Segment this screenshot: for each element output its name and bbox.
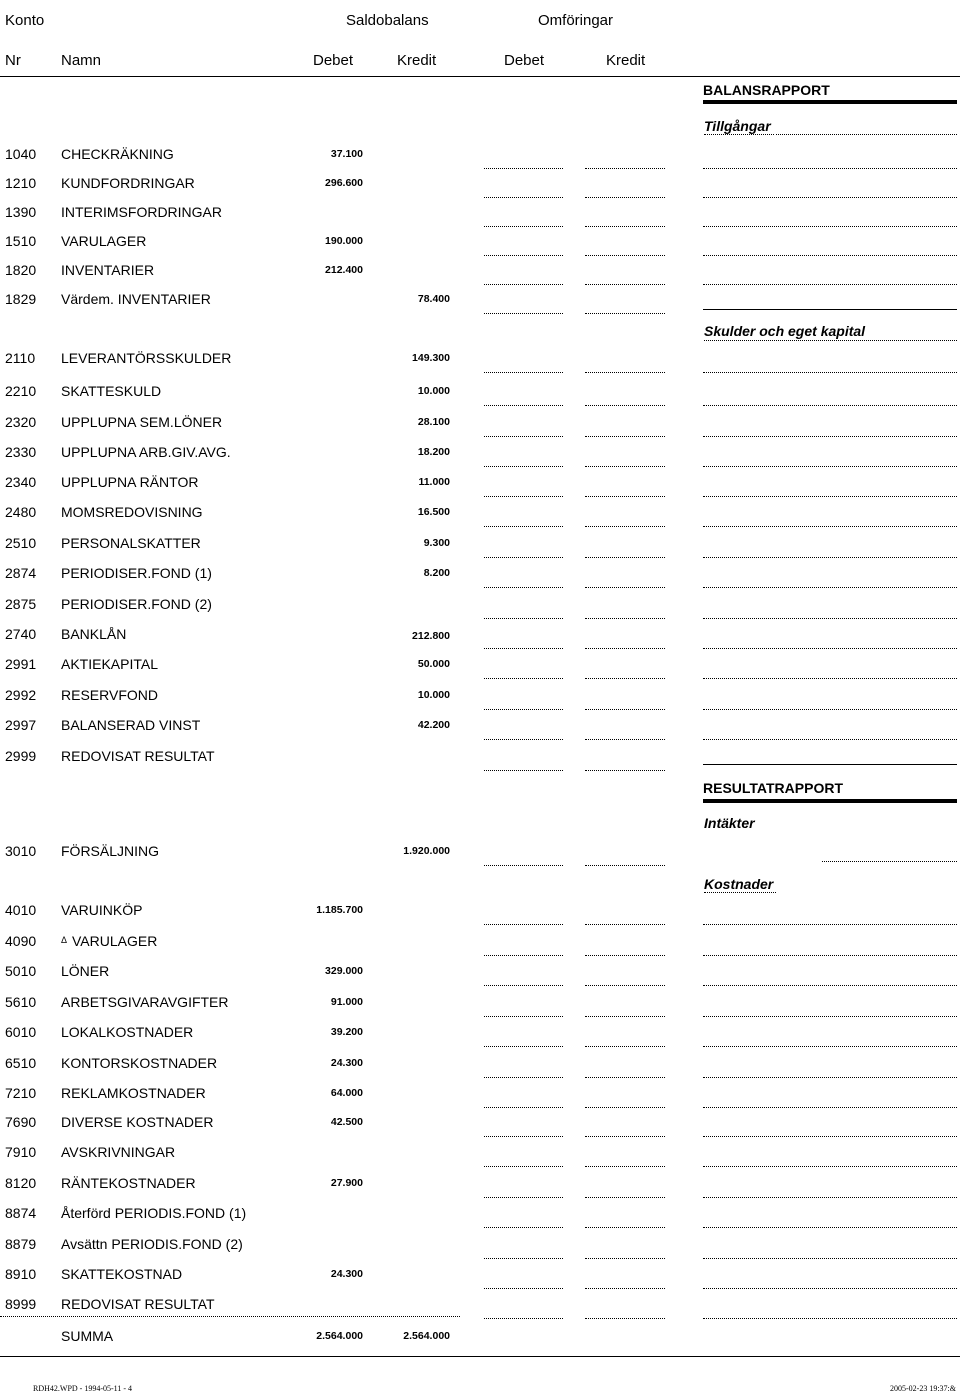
omforing-debet-line[interactable] [484, 405, 563, 406]
account-name: INTERIMSFORDRINGAR [61, 204, 222, 220]
saldo-kredit-value: 1.920.000 [403, 845, 450, 857]
bottom-rule [0, 1356, 960, 1357]
account-number: 8120 [5, 1175, 37, 1191]
account-name: ARBETSGIVARAVGIFTER [61, 994, 229, 1010]
omforing-debet-line[interactable] [484, 255, 563, 256]
saldo-debet-value: 39.200 [330, 1026, 363, 1038]
account-name: VARULAGER [72, 933, 158, 949]
report-entry-line[interactable] [703, 985, 957, 986]
account-name: UPPLUPNA ARB.GIV.AVG. [61, 444, 231, 460]
account-name: LEVERANTÖRSSKULDER [61, 350, 232, 366]
account-number: 8879 [5, 1236, 37, 1252]
account-name: PERSONALSKATTER [61, 535, 201, 551]
account-name: AKTIEKAPITAL [61, 656, 158, 672]
account-number: 5610 [5, 994, 37, 1010]
report-entry-line[interactable] [703, 587, 957, 588]
report-entry-line[interactable] [703, 526, 957, 527]
omforing-kredit-line[interactable] [585, 1166, 665, 1167]
saldo-debet-value: 24.300 [330, 1268, 363, 1280]
account-name: Återförd PERIODIS.FOND (1) [61, 1205, 247, 1221]
account-name: FÖRSÄLJNING [61, 843, 160, 859]
report-entry-line[interactable] [703, 1318, 957, 1319]
account-number: 1040 [5, 146, 37, 162]
omforing-debet-line[interactable] [484, 168, 563, 169]
column-header-debet-saldo: Debet [313, 52, 354, 69]
saldo-debet-value: 64.000 [330, 1087, 363, 1099]
omforing-kredit-line[interactable] [585, 1288, 665, 1289]
summa-kredit: 2.564.000 [403, 1330, 450, 1342]
omforing-debet-line[interactable] [484, 1166, 563, 1167]
omforing-debet-line[interactable] [484, 770, 563, 771]
column-header-saldobalans: Saldobalans [346, 12, 429, 29]
omforing-kredit-line[interactable] [585, 405, 665, 406]
saldo-debet-value: 212.400 [325, 264, 363, 276]
header-rule [0, 76, 960, 77]
account-number: 2110 [5, 350, 36, 366]
account-number: 7910 [5, 1144, 37, 1160]
account-number: 2480 [5, 504, 37, 520]
omforing-kredit-line[interactable] [585, 709, 665, 710]
omforing-debet-line[interactable] [484, 955, 563, 956]
account-name: LÖNER [61, 963, 110, 979]
omforing-debet-line[interactable] [484, 924, 563, 925]
resultatrapport-title: RESULTATRAPPORT [703, 780, 843, 796]
saldo-kredit-value: 10.000 [417, 689, 450, 701]
account-name: AVSKRIVNINGAR [61, 1144, 176, 1160]
account-name: SKATTEKOSTNAD [61, 1266, 183, 1282]
account-number: 2740 [5, 626, 37, 642]
account-number: 2340 [5, 474, 37, 490]
report-entry-line[interactable] [703, 284, 957, 285]
omforing-kredit-line[interactable] [585, 557, 665, 558]
saldo-kredit-value: 16.500 [417, 506, 450, 518]
report-entry-line[interactable] [703, 372, 957, 373]
omforing-debet-line[interactable] [484, 436, 563, 437]
account-name: REDOVISAT RESULTAT [61, 1296, 215, 1312]
account-number: 1210 [5, 175, 37, 191]
account-name: CHECKRÄKNING [61, 146, 174, 162]
column-header-nr: Nr [5, 52, 21, 69]
saldo-kredit-value: 78.400 [417, 293, 450, 305]
account-number: 1390 [5, 204, 37, 220]
saldo-debet-value: 37.100 [330, 148, 363, 160]
account-number: 1510 [5, 233, 37, 249]
account-number: 6510 [5, 1055, 37, 1071]
tillgangar-dots [776, 134, 957, 135]
report-entry-line[interactable] [703, 168, 957, 169]
omforing-debet-line[interactable] [484, 865, 563, 866]
saldo-kredit-value: 9.300 [423, 537, 450, 549]
omforing-debet-line[interactable] [484, 1288, 563, 1289]
omforing-kredit-line[interactable] [585, 1107, 665, 1108]
account-number: 6010 [5, 1024, 37, 1040]
account-number: 1829 [5, 291, 37, 307]
report-entry-line[interactable] [703, 1046, 957, 1047]
account-name: PERIODISER.FOND (2) [61, 596, 212, 612]
omforing-kredit-line[interactable] [585, 466, 665, 467]
account-number: 2875 [5, 596, 37, 612]
report-entry-line[interactable] [703, 1077, 957, 1078]
account-name: VARULAGER [61, 233, 147, 249]
omforing-debet-line[interactable] [484, 1227, 563, 1228]
report-entry-line[interactable] [703, 678, 957, 679]
omforing-kredit-line[interactable] [585, 678, 665, 679]
omforing-kredit-line[interactable] [585, 168, 665, 169]
account-name: UPPLUPNA SEM.LÖNER [61, 414, 223, 430]
saldo-kredit-value: 50.000 [417, 658, 450, 670]
omforing-debet-line[interactable] [484, 313, 563, 314]
account-name: RESERVFOND [61, 687, 158, 703]
saldo-kredit-value: 212.800 [412, 630, 450, 642]
account-name: RÄNTEKOSTNADER [61, 1175, 196, 1191]
omforing-debet-line[interactable] [484, 526, 563, 527]
omforing-kredit-line[interactable] [585, 618, 665, 619]
report-entry-line[interactable] [703, 1107, 957, 1108]
summa-rule [0, 1316, 460, 1317]
omforing-kredit-line[interactable] [585, 226, 665, 227]
account-name: PERIODISER.FOND (1) [61, 565, 212, 581]
saldo-debet-value: 27.900 [330, 1177, 363, 1189]
report-entry-line[interactable] [703, 955, 957, 956]
omforing-kredit-line[interactable] [585, 1258, 665, 1259]
saldo-debet-value: 190.000 [325, 235, 363, 247]
intakter-heading: Intäkter [704, 815, 755, 831]
saldo-kredit-value: 28.100 [417, 416, 450, 428]
report-entry-line[interactable] [703, 1258, 957, 1259]
account-number: 2999 [5, 748, 37, 764]
intakter-dots [822, 861, 957, 862]
tillgangar-sum-rule [703, 309, 957, 310]
report-entry-line[interactable] [703, 197, 957, 198]
report-entry-line[interactable] [703, 1288, 957, 1289]
report-entry-line[interactable] [703, 1197, 957, 1198]
account-name: Värdem. INVENTARIER [61, 291, 211, 307]
omforing-kredit-line[interactable] [585, 372, 665, 373]
omforing-kredit-line[interactable] [585, 526, 665, 527]
omforing-debet-line[interactable] [484, 985, 563, 986]
skulder-sum-rule [703, 764, 957, 765]
kostnader-heading: Kostnader [704, 876, 776, 893]
omforing-debet-line[interactable] [484, 284, 563, 285]
account-number: 2320 [5, 414, 37, 430]
tillgangar-heading: Tillgångar [704, 118, 774, 135]
omforing-kredit-line[interactable] [585, 1016, 665, 1017]
omforing-debet-line[interactable] [484, 1318, 563, 1319]
skulder-dots [704, 340, 957, 341]
omforing-kredit-line[interactable] [585, 1318, 665, 1319]
saldo-kredit-value: 42.200 [417, 719, 450, 731]
account-name: BANKLÅN [61, 626, 127, 642]
omforing-kredit-line[interactable] [585, 739, 665, 740]
footer-left: RDH42.WPD - 1994-05-11 - 4 [33, 1384, 133, 1393]
account-name: UPPLUPNA RÄNTOR [61, 474, 199, 490]
account-number: 8910 [5, 1266, 37, 1282]
omforing-debet-line[interactable] [484, 496, 563, 497]
account-name: INVENTARIER [61, 262, 155, 278]
account-name: DIVERSE KOSTNADER [61, 1114, 214, 1130]
column-header-namn: Namn [61, 52, 102, 69]
column-header-kredit-saldo: Kredit [397, 52, 437, 69]
omforing-kredit-line[interactable] [585, 255, 665, 256]
account-number: 1820 [5, 262, 37, 278]
omforing-debet-line[interactable] [484, 466, 563, 467]
account-name: KUNDFORDRINGAR [61, 175, 195, 191]
omforing-kredit-line[interactable] [585, 865, 665, 866]
omforing-debet-line[interactable] [484, 678, 563, 679]
saldo-kredit-value: 10.000 [417, 385, 450, 397]
account-number: 2510 [5, 535, 37, 551]
report-entry-line[interactable] [703, 1136, 957, 1137]
omforing-kredit-line[interactable] [585, 284, 665, 285]
omforing-debet-line[interactable] [484, 226, 563, 227]
account-number: 2210 [5, 383, 37, 399]
omforing-debet-line[interactable] [484, 1077, 563, 1078]
report-entry-line[interactable] [703, 405, 957, 406]
account-number: 2997 [5, 717, 37, 733]
omforing-kredit-line[interactable] [585, 1136, 665, 1137]
report-entry-line[interactable] [703, 1016, 957, 1017]
balansrapport-title: BALANSRAPPORT [703, 82, 830, 98]
account-number: 2874 [5, 565, 37, 581]
omforing-debet-line[interactable] [484, 587, 563, 588]
omforing-kredit-line[interactable] [585, 197, 665, 198]
column-header-konto: Konto [5, 12, 45, 29]
report-entry-line[interactable] [703, 924, 957, 925]
omforing-kredit-line[interactable] [585, 1197, 665, 1198]
account-number: 3010 [5, 843, 37, 859]
report-entry-line[interactable] [703, 709, 957, 710]
account-number: 4090 [5, 933, 37, 949]
account-number: 7690 [5, 1114, 37, 1130]
summa-label: SUMMA [61, 1328, 114, 1344]
omforing-debet-line[interactable] [484, 618, 563, 619]
omforing-debet-line[interactable] [484, 739, 563, 740]
report-entry-line[interactable] [703, 436, 957, 437]
omforing-debet-line[interactable] [484, 1046, 563, 1047]
account-name: MOMSREDOVISNING [61, 504, 203, 520]
account-number: 2991 [5, 656, 37, 672]
resultatrapport-bar [703, 799, 957, 803]
account-number: 4010 [5, 902, 37, 918]
report-entry-line[interactable] [703, 496, 957, 497]
omforing-debet-line[interactable] [484, 1107, 563, 1108]
saldo-debet-value: 91.000 [330, 996, 363, 1008]
saldo-kredit-value: 18.200 [417, 446, 450, 458]
omforing-kredit-line[interactable] [585, 770, 665, 771]
omforing-debet-line[interactable] [484, 648, 563, 649]
report-entry-line[interactable] [703, 739, 957, 740]
omforing-kredit-line[interactable] [585, 924, 665, 925]
report-entry-line[interactable] [703, 466, 957, 467]
omforing-debet-line[interactable] [484, 1197, 563, 1198]
column-header-kredit-omforing: Kredit [606, 52, 646, 69]
omforing-debet-line[interactable] [484, 1258, 563, 1259]
account-number: 2330 [5, 444, 37, 460]
account-number: 5010 [5, 963, 37, 979]
report-entry-line[interactable] [703, 557, 957, 558]
omforing-debet-line[interactable] [484, 1136, 563, 1137]
saldo-debet-value: 24.300 [330, 1057, 363, 1069]
footer-right: 2005-02-23 19:37:& [890, 1384, 956, 1393]
column-header-omforingar: Omföringar [538, 12, 614, 29]
omforing-debet-line[interactable] [484, 197, 563, 198]
omforing-kredit-line[interactable] [585, 1077, 665, 1078]
omforing-kredit-line[interactable] [585, 1227, 665, 1228]
report-entry-line[interactable] [703, 226, 957, 227]
report-entry-line[interactable] [703, 648, 957, 649]
report-entry-line[interactable] [703, 1227, 957, 1228]
account-number: 2992 [5, 687, 37, 703]
report-entry-line[interactable] [703, 1166, 957, 1167]
delta-symbol: Δ [61, 935, 68, 945]
summa-debet: 2.564.000 [316, 1330, 363, 1342]
omforing-debet-line[interactable] [484, 372, 563, 373]
saldo-debet-value: 329.000 [325, 965, 363, 977]
omforing-kredit-line[interactable] [585, 587, 665, 588]
omforing-kredit-line[interactable] [585, 985, 665, 986]
column-header-debet-omforing: Debet [504, 52, 545, 69]
account-name: Avsättn PERIODIS.FOND (2) [61, 1236, 243, 1252]
account-number: 8874 [5, 1205, 37, 1221]
account-name: LOKALKOSTNADER [61, 1024, 194, 1040]
saldo-kredit-value: 149.300 [412, 352, 450, 364]
omforing-kredit-line[interactable] [585, 1046, 665, 1047]
omforing-kredit-line[interactable] [585, 496, 665, 497]
omforing-kredit-line[interactable] [585, 648, 665, 649]
saldo-debet-value: 42.500 [330, 1116, 363, 1128]
saldo-debet-value: 1.185.700 [316, 904, 363, 916]
saldo-kredit-value: 11.000 [418, 476, 450, 488]
account-name: BALANSERAD VINST [61, 717, 201, 733]
saldo-debet-value: 296.600 [325, 177, 363, 189]
saldo-kredit-value: 8.200 [423, 567, 450, 579]
report-entry-line[interactable] [703, 255, 957, 256]
account-name: VARUINKÖP [61, 902, 143, 918]
account-name: REKLAMKOSTNADER [61, 1085, 206, 1101]
account-number: 8999 [5, 1296, 37, 1312]
omforing-debet-line[interactable] [484, 557, 563, 558]
skulder-heading: Skulder och eget kapital [704, 323, 866, 339]
omforing-debet-line[interactable] [484, 709, 563, 710]
report-entry-line[interactable] [703, 618, 957, 619]
balansrapport-bar [703, 100, 957, 104]
account-number: 7210 [5, 1085, 37, 1101]
omforing-kredit-line[interactable] [585, 436, 665, 437]
omforing-kredit-line[interactable] [585, 955, 665, 956]
account-name: KONTORSKOSTNADER [61, 1055, 218, 1071]
account-name: REDOVISAT RESULTAT [61, 748, 215, 764]
omforing-kredit-line[interactable] [585, 313, 665, 314]
account-name: SKATTESKULD [61, 383, 162, 399]
omforing-debet-line[interactable] [484, 1016, 563, 1017]
